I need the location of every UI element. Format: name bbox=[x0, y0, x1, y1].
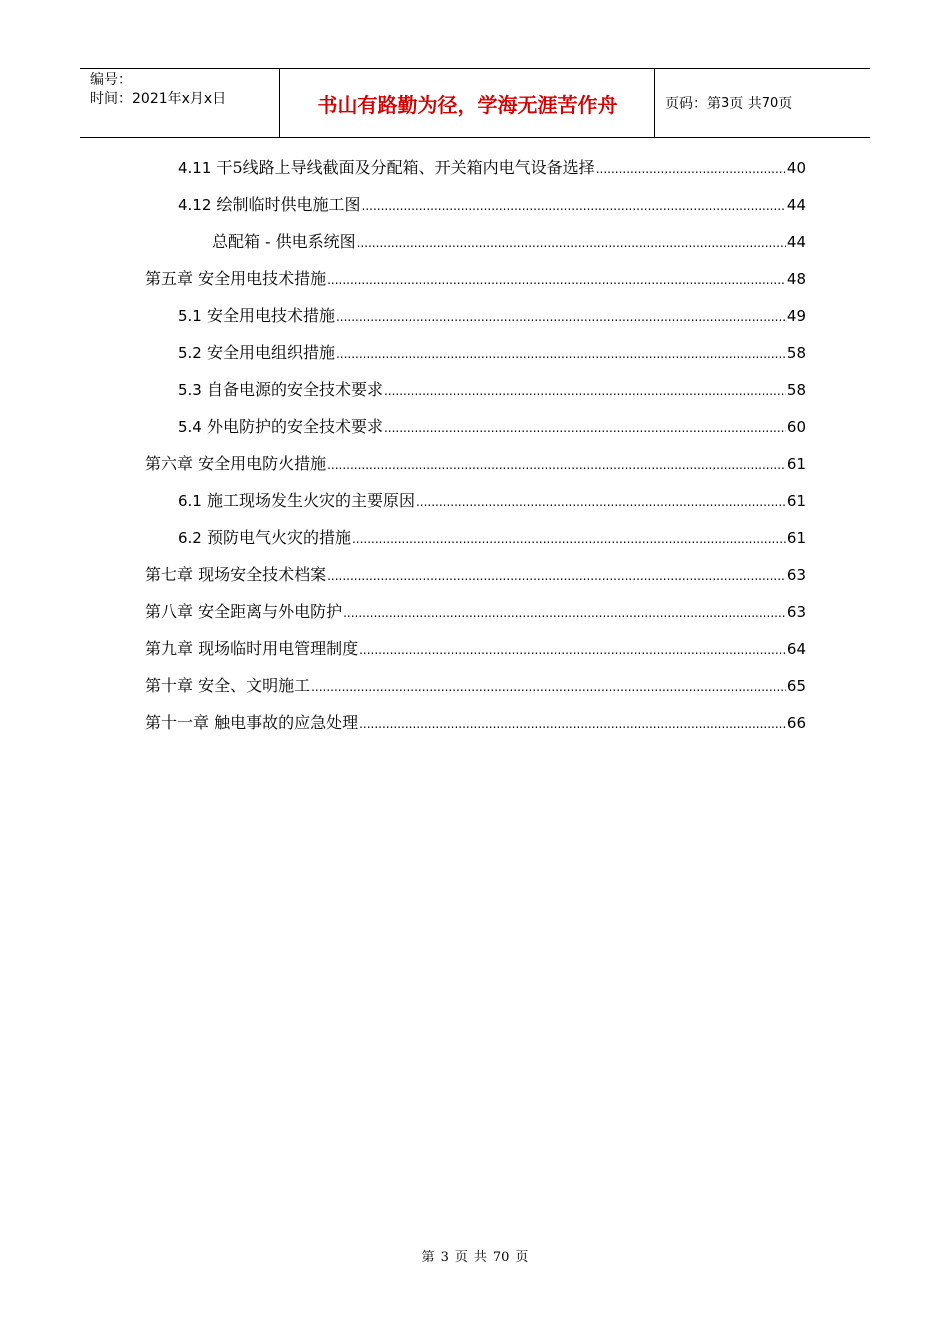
toc-entry[interactable] bbox=[145, 452, 806, 476]
toc-leader-dots bbox=[359, 712, 786, 736]
header-motto: 书山有路勤为径，学海无涯苦作舟 bbox=[281, 69, 655, 137]
toc-entry-number: 4.11 bbox=[178, 159, 212, 177]
toc-entry[interactable] bbox=[212, 230, 806, 254]
footer-a: 第 bbox=[421, 1250, 435, 1265]
toc-leader-dots bbox=[327, 453, 786, 477]
toc-entry-label bbox=[145, 563, 326, 587]
toc-leader-dots bbox=[352, 527, 786, 551]
toc-entry-number: 6.1 bbox=[178, 492, 202, 510]
toc-entry-text: 外电防护的安全技术要求 bbox=[206, 417, 383, 436]
footer-b: 3 bbox=[440, 1250, 449, 1265]
toc-entry-number: 6.2 bbox=[178, 529, 202, 547]
toc-entry-label bbox=[178, 304, 335, 328]
footer-c: 页 bbox=[454, 1250, 468, 1265]
toc-entry-text: 施工现场发生火灾的主要原因 bbox=[206, 491, 415, 510]
toc-leader-dots bbox=[343, 601, 786, 625]
toc-entry-page: 63 bbox=[786, 566, 806, 584]
toc-entry-text: 预防电气火灾的措施 bbox=[206, 528, 351, 547]
toc-entry-label bbox=[178, 526, 351, 550]
toc-entry-text: 自备电源的安全技术要求 bbox=[206, 380, 383, 399]
toc-entry-page: 58 bbox=[786, 344, 806, 362]
toc-entry-text: 第十章 安全、文明施工 bbox=[145, 676, 311, 695]
toc-entry-page: 61 bbox=[786, 492, 806, 510]
toc-leader-dots bbox=[359, 638, 786, 662]
toc-entry[interactable] bbox=[145, 637, 806, 661]
toc-entry-label bbox=[178, 193, 361, 217]
toc-entry-number: 5.4 bbox=[178, 418, 202, 436]
toc-entry-page: 61 bbox=[786, 455, 806, 473]
toc-entry[interactable] bbox=[145, 711, 806, 735]
toc-leader-dots bbox=[357, 231, 786, 255]
toc-entry-label bbox=[145, 600, 342, 624]
toc-entry-page: 44 bbox=[786, 196, 806, 214]
page-header bbox=[80, 68, 870, 138]
toc-entry-text: 第十一章 触电事故的应急处理 bbox=[145, 713, 359, 732]
toc-entry-number: 5.2 bbox=[178, 344, 202, 362]
toc-entry-label bbox=[178, 415, 383, 439]
toc-entry[interactable] bbox=[178, 378, 806, 402]
toc-entry-label bbox=[178, 341, 335, 365]
header-page-info bbox=[655, 69, 870, 137]
toc-entry[interactable] bbox=[178, 415, 806, 439]
toc-entry-label bbox=[145, 267, 326, 291]
footer-d: 共 bbox=[473, 1250, 487, 1265]
toc-entry-text: 第八章 安全距离与外电防护 bbox=[145, 602, 343, 621]
footer-e: 70 bbox=[492, 1250, 510, 1265]
page-prefix: 页码：第 bbox=[665, 96, 721, 112]
header-info-cell bbox=[80, 69, 280, 137]
date-label: 时间：2021年x月x日 bbox=[90, 91, 227, 107]
page-total: 70 bbox=[761, 95, 779, 111]
toc-entry[interactable] bbox=[178, 193, 806, 217]
toc-entry-page: 58 bbox=[786, 381, 806, 399]
toc-entry-text: 绘制临时供电施工图 bbox=[216, 195, 361, 214]
toc-leader-dots bbox=[336, 305, 786, 329]
toc-entry-page: 60 bbox=[786, 418, 806, 436]
toc-entry-label bbox=[145, 452, 326, 476]
toc-entry[interactable] bbox=[178, 526, 806, 550]
toc-leader-dots bbox=[336, 342, 786, 366]
toc-entry-page: 61 bbox=[786, 529, 806, 547]
toc-entry-text: 干5线路上导线截面及分配箱、开关箱内电气设备选择 bbox=[216, 158, 595, 177]
toc-entry-page: 64 bbox=[786, 640, 806, 658]
toc-entry-text: 安全用电技术措施 bbox=[206, 306, 335, 325]
toc-entry[interactable] bbox=[178, 304, 806, 328]
toc-entry-label bbox=[178, 378, 383, 402]
code-label: 编号： bbox=[90, 72, 132, 88]
toc-entry-text: 第六章 安全用电防火措施 bbox=[145, 454, 327, 473]
page-mid: 页 共 bbox=[729, 96, 762, 112]
toc-entry-text: 总配箱 - 供电系统图 bbox=[212, 232, 356, 251]
toc-entry-number: 4.12 bbox=[178, 196, 212, 214]
toc-entry-number: 5.1 bbox=[178, 307, 202, 325]
toc-entry-text: 第五章 安全用电技术措施 bbox=[145, 269, 327, 288]
toc-entry[interactable] bbox=[178, 341, 806, 365]
toc-entry-label bbox=[178, 489, 415, 513]
toc-entry-text: 安全用电组织措施 bbox=[206, 343, 335, 362]
footer-f: 页 bbox=[515, 1250, 529, 1265]
toc-leader-dots bbox=[596, 157, 786, 181]
toc-entry-label bbox=[145, 674, 310, 698]
toc-entry[interactable] bbox=[145, 563, 806, 587]
toc-entry-page: 44 bbox=[786, 233, 806, 251]
toc-leader-dots bbox=[384, 416, 786, 440]
toc-entry-label bbox=[178, 156, 595, 180]
toc-entry-number: 5.3 bbox=[178, 381, 202, 399]
toc-entry-page: 65 bbox=[786, 677, 806, 695]
toc-entry-page: 40 bbox=[786, 159, 806, 177]
toc-leader-dots bbox=[362, 194, 786, 218]
toc-entry-page: 49 bbox=[786, 307, 806, 325]
toc-entry-label bbox=[145, 711, 358, 735]
toc-entry-page: 63 bbox=[786, 603, 806, 621]
toc-entry-text: 第七章 现场安全技术档案 bbox=[145, 565, 327, 584]
toc-entry[interactable] bbox=[145, 674, 806, 698]
toc-entry[interactable] bbox=[178, 156, 806, 180]
toc-leader-dots bbox=[327, 268, 786, 292]
toc-leader-dots bbox=[384, 379, 786, 403]
toc-entry[interactable] bbox=[178, 489, 806, 513]
toc-leader-dots bbox=[311, 675, 786, 699]
toc-leader-dots bbox=[327, 564, 786, 588]
toc-entry-label bbox=[145, 637, 358, 661]
toc-leader-dots bbox=[416, 490, 786, 514]
page-number: 3 bbox=[721, 95, 730, 111]
page-suffix: 页 bbox=[778, 96, 793, 112]
toc-entry-label bbox=[212, 230, 356, 254]
toc-entry-page: 48 bbox=[786, 270, 806, 288]
page-footer bbox=[0, 1246, 950, 1265]
toc-entry-page: 66 bbox=[786, 714, 806, 732]
toc-entry[interactable] bbox=[145, 600, 806, 624]
toc-entry-text: 第九章 现场临时用电管理制度 bbox=[145, 639, 359, 658]
toc-entry[interactable] bbox=[145, 267, 806, 291]
